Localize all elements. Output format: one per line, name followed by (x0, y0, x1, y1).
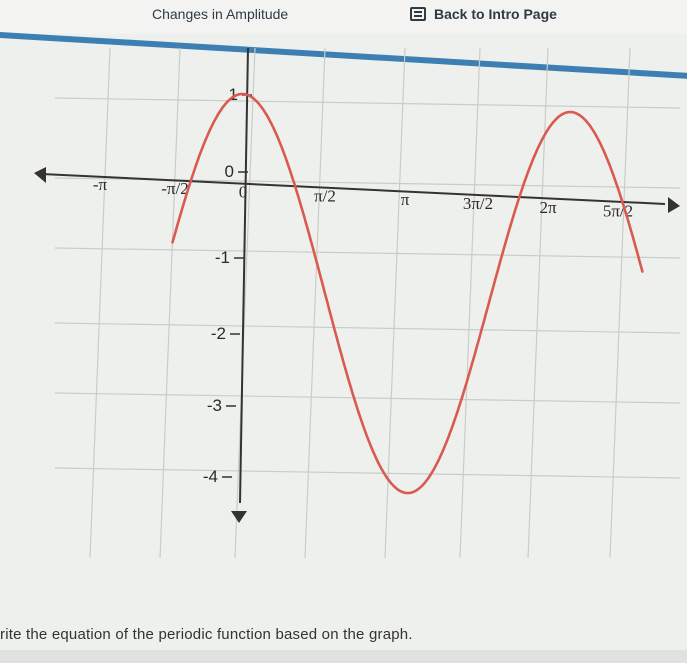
instruction-text: rite the equation of the periodic function based on the graph. (0, 626, 413, 643)
y-axis (240, 48, 248, 503)
x-axis-arrow (668, 197, 680, 213)
page-title: Changes in Amplitude (152, 6, 289, 22)
grid-line-horizontal (55, 393, 680, 403)
periodic-graph (0, 38, 687, 623)
y-tick-label: 1 (228, 85, 238, 104)
x-tick-label: -π (92, 175, 108, 194)
grid-line-horizontal (55, 98, 680, 108)
top-bar (0, 0, 687, 34)
y-tick-label: -1 (214, 248, 230, 267)
x-axis (42, 174, 665, 204)
grid-line-vertical (385, 48, 405, 558)
x-axis-arrow-left (34, 167, 46, 183)
y-tick-label: -4 (202, 467, 218, 486)
x-tick-label: 2π (539, 197, 557, 217)
x-tick-label: 3π/2 (462, 194, 494, 213)
grid-line-vertical (610, 48, 630, 558)
grid-line-vertical (460, 48, 480, 558)
grid-line-horizontal (55, 323, 680, 333)
grid-line-horizontal (55, 468, 680, 478)
y-tick-label: -2 (210, 324, 226, 343)
x-tick-label: 0 (238, 182, 248, 202)
back-button-label: Back to Intro Page (434, 6, 557, 22)
bottom-strip (0, 650, 687, 663)
y-tick-label: -3 (206, 396, 222, 415)
back-to-intro-button[interactable] (410, 4, 557, 24)
grid-line-horizontal (55, 248, 680, 258)
grid-line-vertical (528, 48, 548, 558)
x-tick-label: 5π/2 (602, 201, 634, 221)
y-axis-arrow (231, 511, 247, 523)
x-tick-label: -π/2 (161, 178, 189, 198)
list-icon (410, 7, 426, 21)
y-tick-label: 0 (224, 162, 234, 181)
grid-line-vertical (235, 48, 255, 558)
grid-line-vertical (160, 48, 180, 558)
grid-line-vertical (90, 48, 110, 558)
x-tick-label: π/2 (314, 186, 336, 206)
grid-line-vertical (305, 48, 325, 558)
x-tick-label: π (400, 190, 410, 210)
